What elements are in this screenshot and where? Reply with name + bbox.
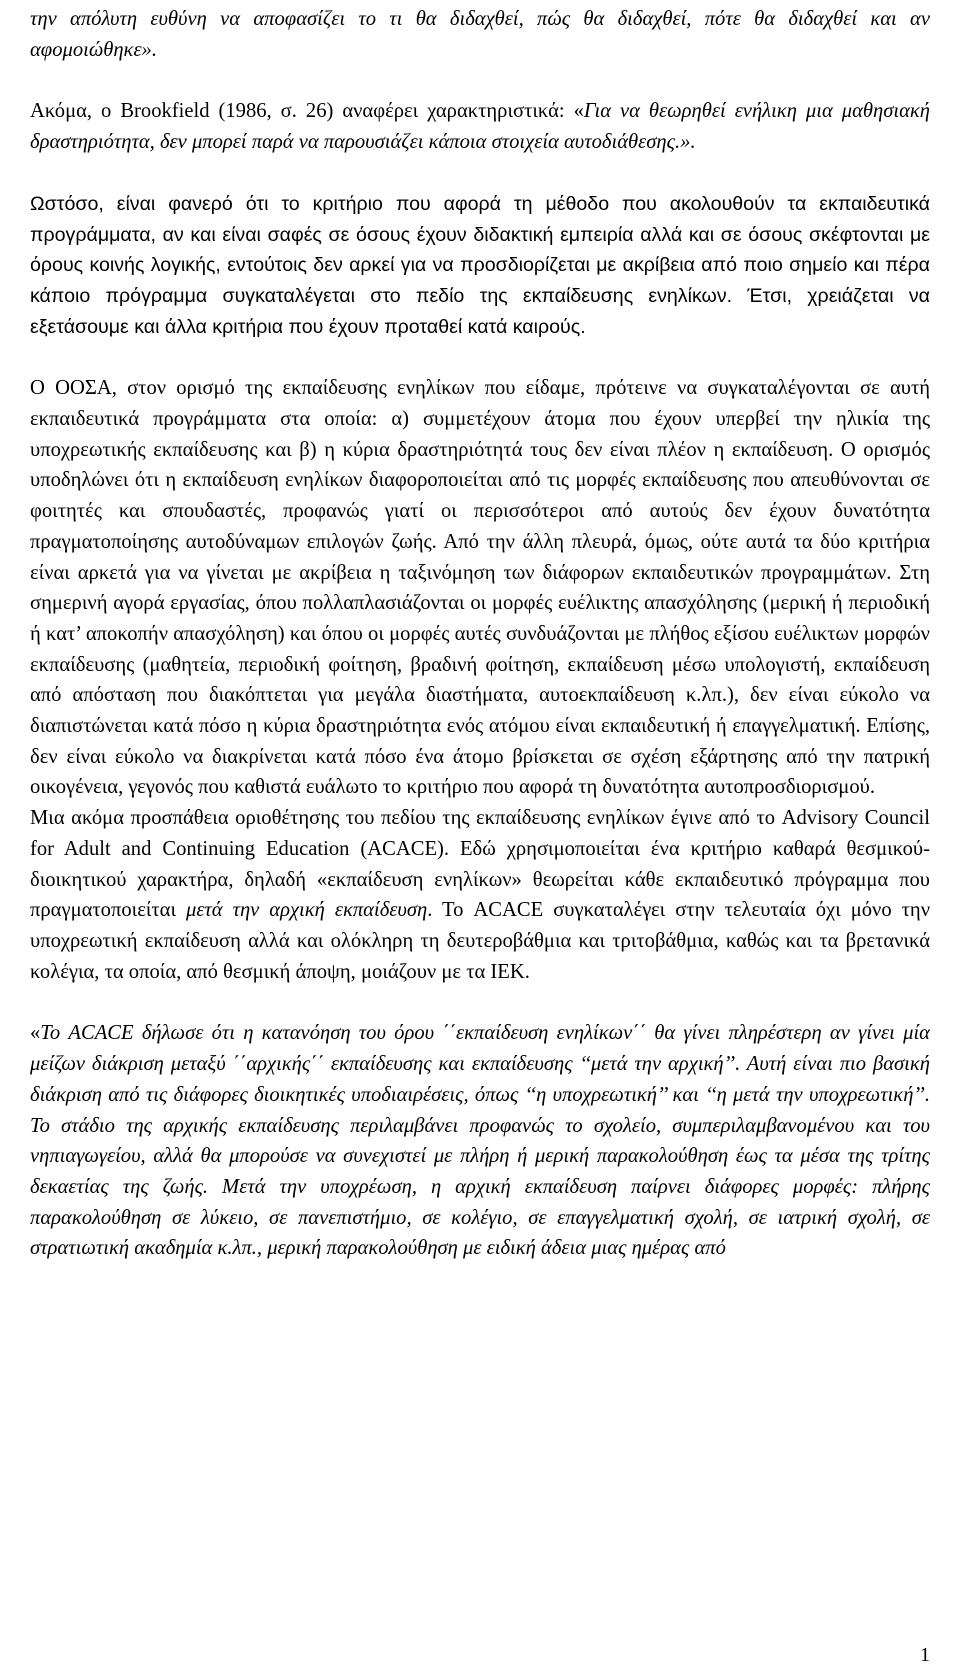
page-number: 1 bbox=[920, 1644, 930, 1666]
paragraph-brookfield bbox=[30, 96, 930, 157]
italic-text-run: μετά την αρχική εκπαίδευση bbox=[185, 899, 428, 922]
text-run: « bbox=[30, 1022, 41, 1045]
paragraph-oecd-definition bbox=[30, 373, 930, 803]
text-run: . Το ACACE συγκαταλέγει στην τελευταία όχι μόνο την υποχρεωτική εκπαίδευση αλλά και ολόκληρη τη δευτεροβάθμια και τριτοβάθμια, καθώς και τα βρετανικά κολέγια, τα οποία, από θεσμική άποψη, μοιάζουν με τα ΙΕΚ. bbox=[30, 899, 931, 983]
paragraph-acace bbox=[30, 803, 930, 987]
text-run: Μια ακόμα προσπάθεια οριοθέτησης του πεδίου της εκπαίδευσης ενηλίκων έγινε από το Advisory Council for Adult and Continuing Education (ACACE). Εδώ χρησιμοποιείται ένα κριτήριο καθαρά θεσμικού-διοικητικού χαρακτήρα, δηλαδή «εκπαίδευση ενηλίκων» θεωρείται κάθε εκπαιδευτικό πρόγραμμα που πραγματοποιείται bbox=[30, 807, 930, 922]
italic-text-run: Για να θεωρηθεί ενήλικη μια μαθησιακή δραστηριότητα, δεν μπορεί παρά να παρουσιάζει κάποια στοιχεία αυτοδιάθεσης.». bbox=[30, 100, 930, 154]
text-run: Ωστόσο, είναι φανερό ότι το κριτήριο που αφορά τη μέθοδο που ακολουθούν τα εκπαιδευτικά προγράμματα, αν και είναι σαφές σε όσους έχουν διδακτική εμπειρία αλλά και σε όσους σκέφτονται με όρους κοινής λογικής, εντούτοις δεν αρκεί για να προσδιορίζεται με ακρίβεια από ποιο σημείο και πέρα κάποιο πρόγραμμα συγκαταλέγεται στο πεδίο της εκπαίδευσης ενηλίκων. Έτσι, χρειάζεται να εξετάσουμε και άλλα κριτήρια που έχουν προταθεί κατά καιρούς. bbox=[30, 192, 930, 338]
paragraph-acace-quote bbox=[30, 1018, 930, 1264]
italic-text-run: Το ACACE δήλωσε ότι η κατανόηση του όρου ΄΄εκπαίδευση ενηλίκων΄΄ θα γίνει πληρέστερη αν γίνει μία μείζων διάκριση μεταξύ ΄΄αρχικής΄΄ εκπαίδευσης και εκπαίδευσης ‘‘μετά την αρχική’’. Αυτή είναι πιο βασική διάκριση από τις διάφορες διοικητικές υποδιαιρέσεις, όπως ‘‘η υποχρεωτική’’ και ‘‘η μετά την υποχρεωτική’’. Το στάδιο της αρχικής εκπαίδευσης περιλαμβάνει προφανώς το σχολείο, συμπεριλαμβανομένου και του νηπιαγωγείου, αλλά θα μπορούσε να συνεχιστεί με πλήρη ή μερική παρακολούθηση έως τα μέσα της τρίτης δεκαετίας της ζωής. Μετά την υποχρέωση, η αρχική εκπαίδευση παίρνει διάφορες μορφές: πλήρης παρακολούθηση σε λύκειο, σε πανεπιστήμιο, σε κολέγιο, σε επαγγελματική σχολή, σε ιατρική σχολή, σε στρατιωτική ακαδημία κ.λπ., μερική παρακολούθηση με ειδική άδεια μιας ημέρας από bbox=[30, 1022, 930, 1260]
italic-text-run: την απόλυτη ευθύνη να αποφασίζει το τι θα διδαχθεί, πώς θα διδαχθεί, πότε θα διδαχθεί και αν αφομοιώθηκε». bbox=[30, 8, 930, 61]
paragraph-quote-end bbox=[30, 4, 930, 65]
text-run: Ακόμα, ο Brookfield (1986, σ. 26) αναφέρει χαρακτηριστικά: « bbox=[30, 100, 584, 123]
paragraph-method-criterion bbox=[30, 189, 930, 343]
text-run: Ο ΟΟΣΑ, στον ορισμό της εκπαίδευσης ενηλίκων που είδαμε, πρότεινε να συγκαταλέγονται σε αυτή εκπαιδευτικά προγράμματα στα οποία: α) συμμετέχουν άτομα που έχουν υπερβεί την ηλικία της υποχρεωτικής εκπαίδευσης και β) η κύρια δραστηριότητά τους δεν είναι πλέον η εκπαίδευση. Ο ορισμός υποδηλώνει ότι η εκπαίδευση ενηλίκων διαφοροποιείται από τις μορφές εκπαίδευσης που απευθύνονται σε φοιτητές και σπουδαστές, προφανώς γιατί οι περισσότεροι από αυτούς δεν έχουν δυνατότητα πραγματοποίησης αυτοδύναμων επιλογών ζωής. Από την άλλη πλευρά, όμως, ούτε αυτά τα δύο κριτήρια είναι αρκετά για να γίνεται με ακρίβεια η ταξινόμηση των διάφορων εκπαιδευτικών προγραμμάτων. Στη σημερινή αγορά εργασίας, όπου πολλαπλασιάζονται οι μορφές ευέλικτης απασχόλησης (μερική ή περιοδική ή κατ’ αποκοπήν απασχόληση) και όπου οι μορφές αυτές συνδυάζονται με πλήθος εξίσου ευέλικτων μορφών εκπαίδευσης (μαθητεία, περιοδική φοίτηση, βραδινή φοίτηση, εκπαίδευση μέσω υπολογιστή, εκπαίδευση από απόσταση που διακόπτεται για μεγάλα διαστήματα, αυτοεκπαίδευση κ.λπ.), δεν είναι εύκολο να διαπιστώνεται κατά πόσο η κύρια δραστηριότητα ενός ατόμου είναι εκπαιδευτική ή επαγγελματική. Επίσης, δεν είναι εύκολο να διακρίνεται κατά πόσο ένα άτομο βρίσκεται σε σχέση εξάρτησης από την πατρική οικογένεια, γεγονός που καθιστά ευάλωτο το κριτήριο που αφορά τη δυνατότητα αυτοπροσδιορισμού. bbox=[30, 377, 930, 799]
